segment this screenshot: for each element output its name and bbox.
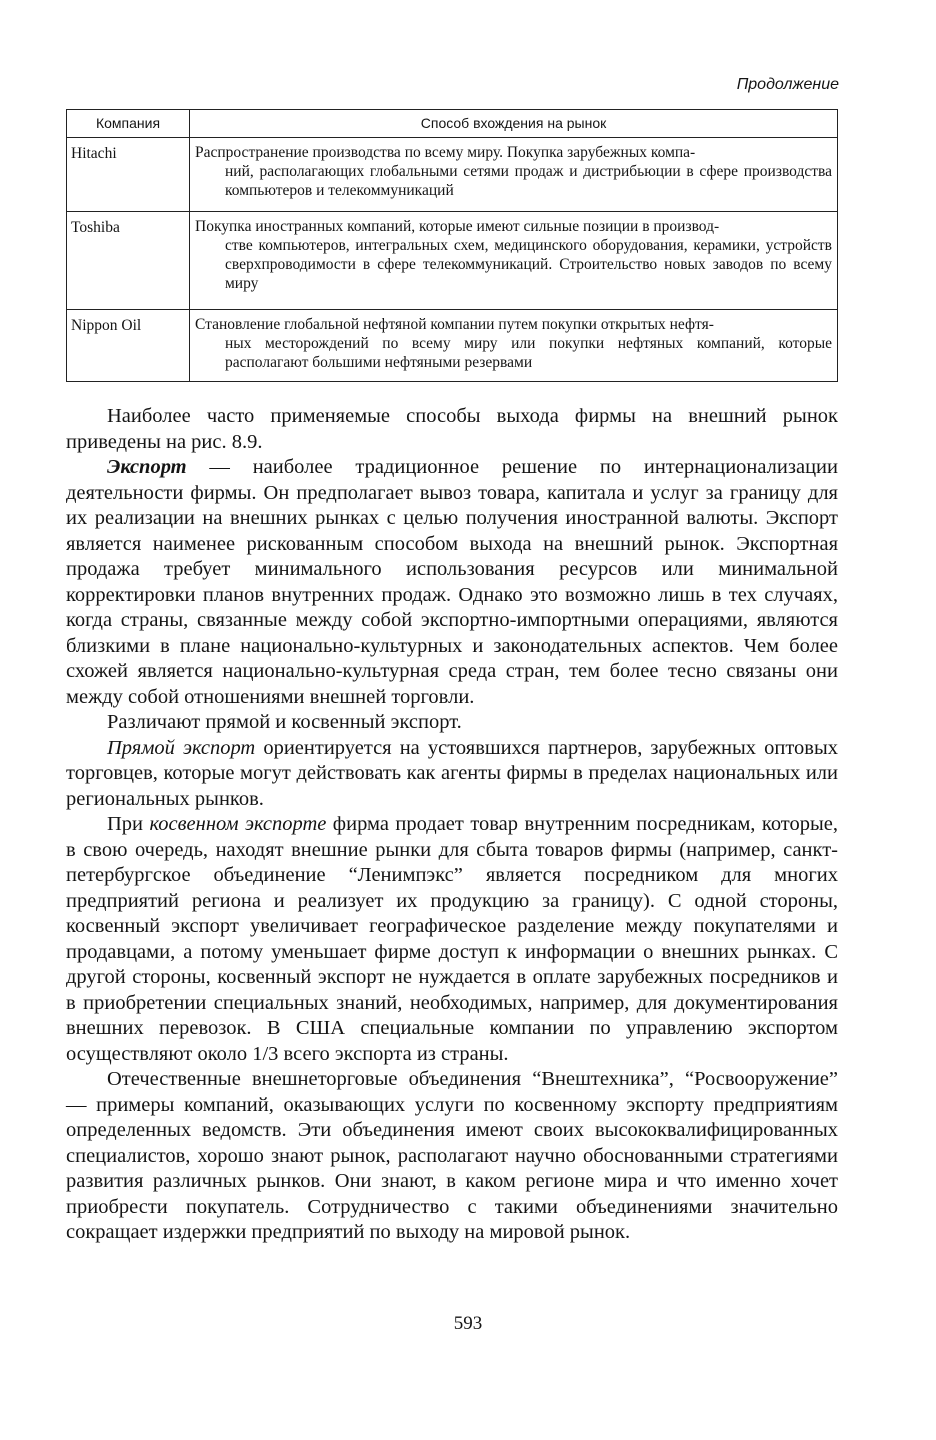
company-cell: Toshiba <box>67 212 190 310</box>
table-row <box>67 212 838 310</box>
method-text-first-line: Распространение производства по всему миру. Покупка зарубежных компа- <box>195 144 696 161</box>
paragraph: Наиболее часто применяемые способы выхода фирмы на внешний рынок приведены на рис. 8.9. <box>66 405 838 453</box>
paragraph-text: ориентируется на устоявшихся партнеров, зарубежных оптовых торговцев, которые могут действовать как агенты фирмы в пределах национальных или региональных рынков. <box>66 736 838 810</box>
company-cell: Nippon Oil <box>67 310 190 382</box>
page-number: 593 <box>453 1313 483 1334</box>
method-text-rest: ний, располагающих глобальными сетями продаж и дистрибьюции в сфере производства компьютеров и телекоммуникаций <box>225 163 832 199</box>
paragraph-text: фирма продает товар внутренним посредникам, которые, в свою очередь, находят внешние рынки для сбыта товаров фирмы (например, санкт-петербургское объединение “Ленимпэкс” является посредником для многих предприятий региона и реализует их продукцию за границу). С одной стороны, косвенный экспорт увеличивает географическое разделение между покупателями и продавцами, а потому уменьшает фирме доступ к информации о внешних рынках. С другой стороны, косвенный экспорт не нуждается в оплате зарубежных посредников и в приобретении специальных знаний, необходимых, например, для документирования внешних перевозок. В США специальные компании по управлению экспортом осуществляют около 1/3 всего экспорта из страны. <box>66 813 838 1065</box>
table-header-row <box>67 110 838 138</box>
paragraph-text: — наиболее традиционное решение по интернационализации деятельности фирмы. Он предполагает вывоз товара, капитала и услуг за границу для их реализации на внешних рынках с целью получения иностранной валюты. Экспорт является наименее рискованным способом выхода на внешний рынок. Экспортная продажа требует минимального использования ресурсов или минимальной корректировки планов внутренних продаж. Однако это возможно лишь в тех случаях, когда страны, связанные между собой экспортно-импортными операциями, являются близкими в плане национально-культурных и законодательных аспектов. Чем более схожей является национально-культурная среда стран, тем более тесно связаны они между собой отношениями внешней торговли. <box>66 456 838 708</box>
method-text-first-line: Становление глобальной нефтяной компании путем покупки открытых нефтя- <box>195 316 714 333</box>
method-text-rest: ных месторождений по всему миру или покупки нефтяных компаний, которые располагают большими нефтяными резервами <box>225 335 832 371</box>
method-text-first-line: Покупка иностранных компаний, которые имеют сильные позиции в производ- <box>195 218 720 235</box>
company-cell: Hitachi <box>67 138 190 212</box>
term-indirect-export: косвенном экспорте <box>149 813 327 835</box>
continuation-label: Продолжение <box>736 76 839 93</box>
term-direct-export: Прямой экспорт <box>107 736 256 759</box>
column-header-company: Компания <box>67 110 190 138</box>
table-row <box>67 138 838 212</box>
body-text <box>66 404 838 1246</box>
paragraph <box>66 736 838 813</box>
paragraph <box>66 455 838 710</box>
table-row <box>67 310 838 382</box>
method-cell <box>190 138 838 212</box>
paragraph <box>66 812 838 1067</box>
market-entry-table <box>66 109 838 382</box>
method-cell <box>190 310 838 382</box>
column-header-method: Способ вхождения на рынок <box>190 110 838 138</box>
paragraph-text: При <box>107 813 150 835</box>
paragraph: Различают прямой и косвенный экспорт. <box>107 711 462 733</box>
method-cell <box>190 212 838 310</box>
term-export: Экспорт <box>107 456 187 478</box>
paragraph: Отечественные внешнеторговые объединения “Внештехника”, “Росвооружение” — примеры компаний, оказывающих услуги по косвенному экспорту предприятиям определенных ведомств. Эти объединения имеют своих высококвалифицированных специалистов, хорошо знают рынок, располагают научно обоснованными стратегиями развития различных рынков. Они знают, в каком регионе мира и что именно хочет приобрести покупатель. Сотрудничество с такими объединениями значительно сокращает издержки предприятий по выходу на мировой рынок. <box>66 1068 838 1243</box>
method-text-rest: стве компьютеров, интегральных схем, медицинского оборудования, керамики, устройств сверхпроводимости в сфере телекоммуникаций. Строительство новых заводов по всему миру <box>225 237 832 292</box>
